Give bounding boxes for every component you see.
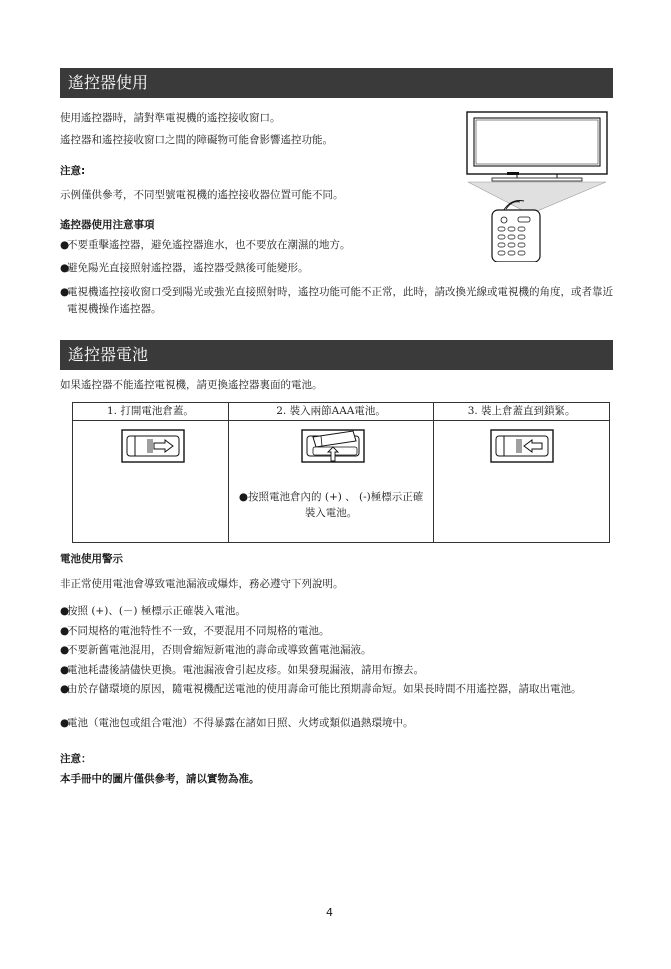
- warning-item: ● 由於存儲環境的原因，隨電視機配送電池的使用壽命可能比預期壽命短。如果長時間不用遙控器，請取出電池。: [60, 683, 582, 695]
- step-header-2: 2. 裝入兩節AAA電池。: [228, 403, 433, 421]
- battery-cover-open-icon: [121, 429, 185, 463]
- step-cell-1: [73, 421, 229, 543]
- bullet-icon: ●: [60, 664, 70, 676]
- bullet-icon: ●: [60, 286, 70, 298]
- step-header-1: 1. 打開電池倉蓋。: [73, 403, 229, 421]
- tip-item: ● 電視機遙控接收窗口受到陽光或強光直接照射時，遙控功能可能不正常，此時，請改換光線或電視機的角度，或者靠近電視機操作遙控器。: [60, 286, 613, 315]
- remote-para-1: 使用遙控器時，請對準電視機的遙控接收窗口。: [60, 112, 281, 124]
- tip-item: ● 避免陽光直接照射遙控器，遙控器受熱後可能變形。: [60, 262, 309, 274]
- tips-title: 遙控器使用注意事項: [60, 219, 155, 231]
- step-cell-2: [228, 421, 433, 543]
- footer-note-label: 注意：: [60, 753, 92, 765]
- battery-cover-close-icon: [490, 429, 554, 463]
- remote-para-2: 遙控器和遙控接收窗口之間的障礙物可能會影響遙控功能。: [60, 134, 333, 146]
- note-text: 示例僅供參考，不同型號電視機的遙控接收器位置可能不同。: [60, 189, 344, 201]
- battery-insert-icon: [301, 427, 365, 463]
- bullet-icon: ●: [60, 239, 70, 251]
- warning-item: ● 不要新舊電池混用，否則會縮短新電池的壽命或導致舊電池漏液。: [60, 644, 372, 656]
- note-label: 注意:: [60, 165, 86, 177]
- bullet-icon: ●: [60, 605, 70, 617]
- bullet-icon: ●: [60, 262, 70, 274]
- step-cell-3: [434, 421, 610, 543]
- footer-note-text: 本手冊中的圖片僅供參考，請以實物為准。: [60, 773, 260, 785]
- tip-item: ● 不要重擊遙控器，避免遙控器進水，也不要放在潮濕的地方。: [60, 239, 351, 251]
- step2-note: ●按照電池倉內的 (+) 、 (-)極標示正確裝入電池。: [238, 491, 424, 519]
- warning-item: ● 按照 (+)、(－) 極標示正確裝入電池。: [60, 605, 246, 617]
- step-header-3: 3. 裝上倉蓋直到鎖緊。: [434, 403, 610, 421]
- bullet-icon: ●: [60, 683, 70, 695]
- warn-title: 電池使用警示: [60, 553, 123, 565]
- warning-item: ● 不同規格的電池特性不一致，不要混用不同規格的電池。: [60, 625, 330, 637]
- battery-intro: 如果遙控器不能遙控電視機，請更換遙控器裏面的電池。: [60, 379, 323, 391]
- warn-intro: 非正常使用電池會導致電池漏液或爆炸，務必遵守下列說明。: [60, 578, 344, 590]
- remote-control-icon: [492, 210, 540, 262]
- page-number: 4: [326, 906, 333, 919]
- section-header-battery: 遙控器電池: [60, 340, 613, 370]
- battery-steps-table: [72, 402, 610, 543]
- warning-item: ● 電池耗盡後請儘快更換。電池漏液會引起皮疹。如果發現漏液，請用布擦去。: [60, 664, 424, 676]
- bullet-icon: ●: [60, 625, 70, 637]
- bullet-icon: ●: [60, 717, 70, 729]
- tv-remote-illustration: [462, 110, 612, 262]
- warning-item: ● 電池（電池包或組合電池）不得暴露在諸如日照、火烤或類似過熱環境中。: [60, 717, 414, 729]
- bullet-icon: ●: [60, 644, 70, 656]
- section-header-remote: 遙控器使用: [60, 68, 613, 98]
